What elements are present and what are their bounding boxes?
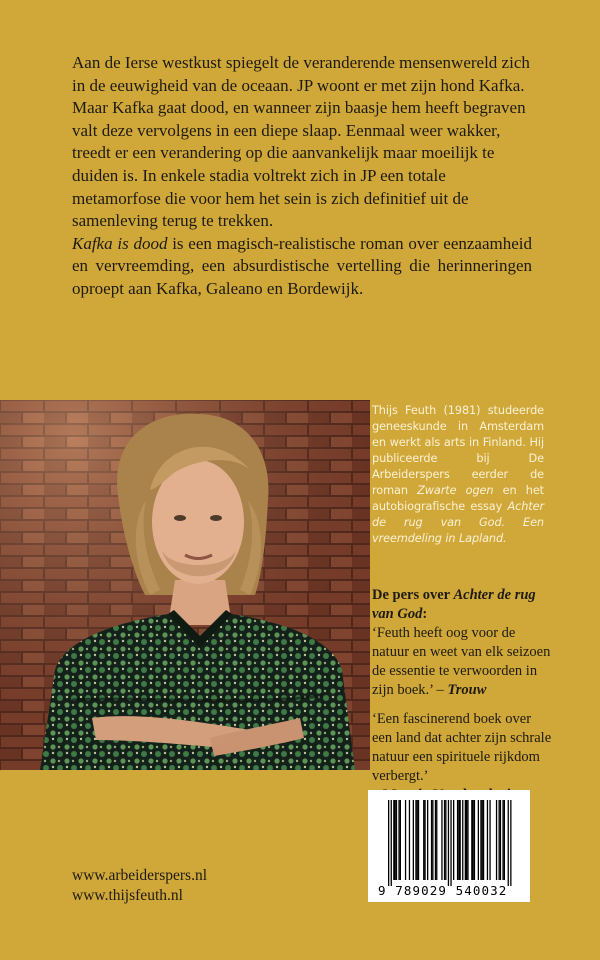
barcode-bar [396,800,397,880]
book-title: Kafka is dood [72,233,168,253]
barcode-bar [423,800,424,880]
barcode-bar [435,800,436,880]
barcode-bar [413,800,414,880]
barcode-bar [483,800,484,880]
barcode-bar [496,800,497,880]
website-links [72,866,207,906]
barcode-bar [482,800,483,880]
barcode-bar [489,800,490,880]
barcode-bar [462,800,463,880]
barcode-bar [473,800,474,880]
barcode-bar [510,800,511,886]
barcode-bar [450,800,451,886]
author-photo [0,400,370,770]
blurb-paragraph-2 [72,233,532,301]
press-heading-prefix: De pers over [372,587,454,603]
prior-novel-title: Zwarte ogen [417,484,494,497]
barcode-bar [474,800,475,880]
barcode-bar [405,800,406,880]
barcode-bar [417,800,418,880]
barcode-bar [500,800,501,880]
barcode-bar [480,800,481,880]
barcode-bar [418,800,419,880]
barcode-bar [415,800,416,880]
barcode-bar [395,800,396,880]
press-quotes [372,586,552,824]
barcode-bar [391,800,392,886]
barcode [368,790,530,902]
barcode-bar [457,800,458,880]
barcode-bar [436,800,437,880]
author-bio [372,403,544,547]
press-heading [372,586,552,624]
barcode-bar [467,800,468,880]
barcode-bar [388,800,389,886]
author-bio-text-1: Thijs Feuth (1981) studeerde geneeskunde in Amsterdam en werkt als arts in Finland. Hij publiceerde bij De Arbeiderspers eerder de roman [372,404,544,497]
barcode-bar [460,800,461,880]
barcode-bar [508,800,509,886]
book-blurb [72,52,532,301]
author-bio-text-2: en het autobiografische essay [372,484,544,513]
publisher-url[interactable]: www.arbeiderspers.nl [72,867,208,884]
author-url[interactable]: www.thijsfeuth.nl [72,887,183,904]
barcode-bar [393,800,394,880]
press-quote-1 [372,624,552,700]
barcode-bar [465,800,466,880]
barcode-bar [431,800,432,880]
barcode-bar [502,800,503,880]
barcode-bar [487,800,488,880]
barcode-bar [441,800,442,880]
barcode-bar [453,800,454,880]
barcode-bar [466,800,467,880]
prior-essay-title: Achter de rug van God. Een vreemdeling in Lapland. [372,500,544,545]
barcode-bar [448,800,449,886]
barcode-bar [400,800,401,880]
press-heading-suffix: : [422,606,428,622]
barcode-bar [424,800,425,880]
press-quote-1-source: Trouw [447,682,487,698]
barcode-bar [432,800,433,880]
barcode-bar [471,800,472,880]
barcode-bar [478,800,479,880]
blurb-paragraph-2-text: is een magisch-realistische roman over eenzaamheid en vervreemding, een absurdistische vertelling die herinneringen oproept aan Kafka, Galeano en Bordewijk. [72,233,532,298]
press-quote-2-text: ‘Een fascinerend boek over een land dat achter zijn schrale natuur een spirituele rijkdom verbergt.’ [372,711,552,784]
barcode-bar [499,800,500,880]
press-heading-title: Achter de rug van God [372,587,536,622]
barcode-bar [444,800,445,880]
blurb-paragraph-1: Aan de Ierse westkust spiegelt de veranderende mensenwereld zich in de eeuwigheid van de oceaan. JP woont er met zijn hond Kafka. Maar Kafka gaat dood, en wanneer zijn baasje hem heeft begraven valt deze vervolgens in een diepe slaap. Eenmaal weer wakker, treedt er een verandering op die aanvankelijk maar moeilijk te duiden is. In enkele stadia voltrekt zich in JP een totale metamorfose die voor hem het sein is zich definitief uit de samenleving terug te trekken. [72,53,530,231]
barcode-bar [409,800,410,880]
barcode-bar [458,800,459,880]
barcode-bar [398,800,399,880]
press-quote-1-text: ‘Feuth heeft oog voor de natuur en weet van elk seizoen de essentie te verwoorden in zijn boek.’ – [372,625,551,698]
barcode-bar [427,800,428,880]
barcode-bar [504,800,505,880]
barcode-bar [445,800,446,880]
isbn-number: 9 789029 540032 [378,883,508,898]
